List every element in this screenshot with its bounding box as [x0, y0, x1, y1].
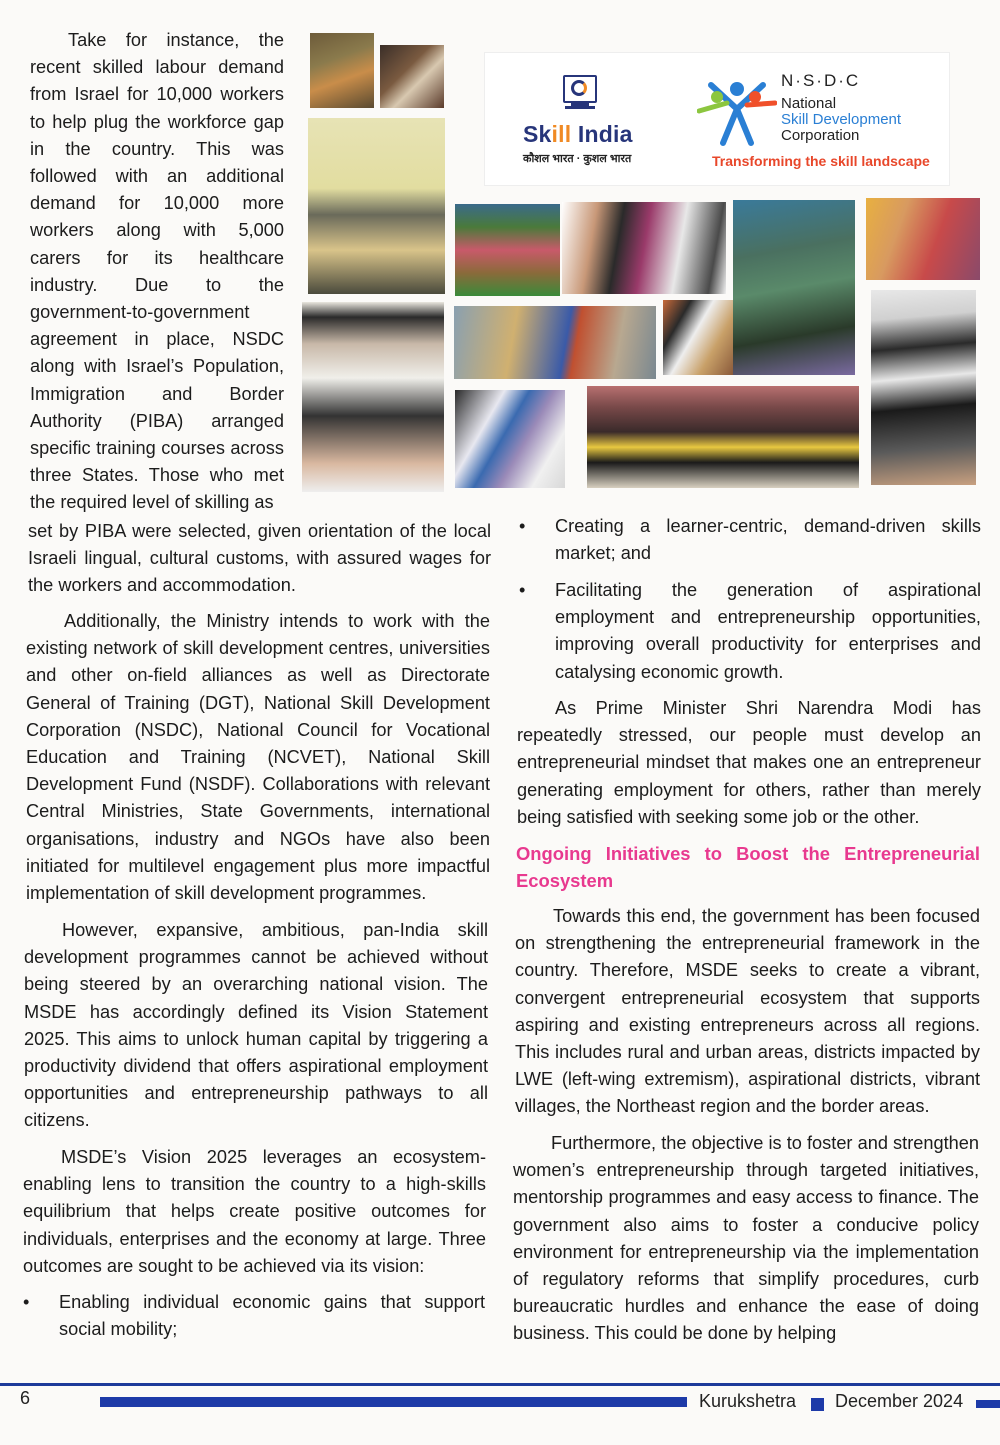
tailor-measuring-photo — [871, 290, 976, 485]
issue-date: December 2024 — [835, 1391, 964, 1411]
nsdc-tagline: Transforming the skill landscape — [712, 153, 930, 169]
magazine-name: Kurukshetra — [699, 1391, 797, 1411]
bullet-learner-centric — [519, 513, 981, 567]
monitor-base — [565, 106, 595, 109]
computer-lab-photo — [455, 390, 565, 488]
section-heading-entrepreneurial-ecosystem: Ongoing Initiatives to Boost the Entrepreneurial Ecosystem — [516, 843, 980, 891]
student-group-photo — [587, 386, 859, 488]
bullet-economic-gains — [23, 1289, 485, 1343]
bullet-dot: • — [519, 580, 526, 600]
bullet-aspirational-employment — [519, 577, 981, 686]
textile-machine-photo — [733, 200, 855, 375]
nsdc-name-line1: National — [781, 95, 837, 112]
paragraph-israel-demand: Take for instance, the recent skilled labour demand from Israel for 10,000 workers to help plug the workforce gap in the country. This was followed with an additional demand for 10,000 more workers along with 5,000 carers for its healthcare industry. Due to the government-to-government agreement in place, NSDC along with Israel’s Population, Immigration and Border Authority (PIBA) arranged specific training courses across three States. Those who met the required level of skilling as — [30, 30, 284, 513]
skill-india-title-pre: Sk — [523, 121, 552, 147]
tailoring-workshop-photo — [308, 118, 445, 294]
skill-india-subtitle: कौशल भारत · कुशल भारत — [523, 153, 632, 165]
artisan-woman-photo — [310, 33, 374, 108]
monitor-icon — [563, 75, 597, 103]
bullet-text: Creating a learner-centric, demand-driven skills market; and — [555, 516, 981, 564]
paragraph-israel-demand-continued: set by PIBA were selected, given orientation of the local Israeli lingual, cultural customs, with assured wages for the workers and accommodation. — [28, 521, 491, 596]
beautician-training-photo — [302, 302, 444, 492]
bullet-text: Facilitating the generation of aspirational employment and entrepreneurship opportunities, improving overall productivity for enterprises and catalysing economic growth. — [555, 580, 981, 682]
footer-separator — [811, 1398, 824, 1411]
partner-logos-panel — [484, 52, 950, 186]
handloom-weaver-photo — [455, 204, 560, 296]
nsdc-people-icon — [697, 67, 777, 147]
page-number: 6 — [20, 1388, 31, 1408]
paragraph-furthermore: Furthermore, the objective is to foster and strengthen women’s entrepreneurship through targeted initiatives, mentorship programmes and easy access to finance. The government also aims to foster a conducive policy environment for entrepreneurship via the implementation of regulatory reforms that simplify procedures, curb bureaucratic hurdles and enhance the ease of doing business. This could be done by helping — [513, 1133, 979, 1344]
nsdc-acronym: N·S·D·C — [781, 71, 861, 90]
paragraph-vision-2025: MSDE’s Vision 2025 leverages an ecosystem-enabling lens to transition the country to a high-skills equilibrium that helps create positive outcomes for individuals, enterprises and the economy at large. Three outcomes are sought to be achieved via its vision: — [23, 1147, 486, 1276]
call-centre-photo — [562, 202, 726, 294]
footer-end-bar — [976, 1400, 1000, 1408]
bullet-dot: • — [23, 1292, 30, 1312]
footer-bar — [100, 1397, 687, 1407]
skill-india-title-accent: ill — [551, 121, 572, 147]
skill-india-title — [523, 121, 633, 148]
presenter-photo — [663, 300, 733, 375]
skill-india-title-post: India — [571, 121, 633, 147]
paragraph-ministry-network: Additionally, the Ministry intends to work with the existing network of skill development centres, universities and other on-field alliances as well as Directorate General of Training (DGT), National Skill Development Corporation (NSDC), National Council for Vocational Education and Training (NCVET), National Skill Development Fund (NSDF). Collaborations with relevant Central Ministries, State Governments, international organisations, industry and NGOs have also been initiated for multilevel engagement plus more impactful implementation of skill development programmes. — [26, 611, 490, 904]
nsdc-name-line3: Corporation — [781, 127, 860, 144]
smiling-woman-photo — [866, 198, 980, 280]
sewing-class-photo — [454, 306, 656, 379]
bullet-dot: • — [519, 516, 526, 536]
nsdc-name-line2: Skill Development — [781, 111, 902, 128]
paragraph-towards-this-end: Towards this end, the government has been focused on strengthening the entrepreneurial framework in the country. Therefore, MSDE seeks to create a vibrant, convergent entrepreneurial ecosystem that supports aspiring and existing entrepreneurs across all regions. This includes rural and urban areas, districts impacted by LWE (left-wing extremism), aspirational districts, vibrant villages, the Northeast region and the border areas. — [515, 906, 980, 1117]
footer-rule — [0, 1383, 1000, 1386]
craft-hands-photo — [380, 45, 444, 108]
paragraph-prime-minister: As Prime Minister Shri Narendra Modi has repeatedly stressed, our people must develop an entrepreneurial mindset that makes one an entrepreneur generating employment for others, rather than merely being satisfied with seeking some job or the other. — [517, 698, 981, 827]
paragraph-vision-statement: However, expansive, ambitious, pan-India skill development programmes cannot be achieved without being steered by an overarching national vision. The MSDE has accordingly defined its Vision Statement 2025. This aims to unlock human capital by triggering a productivity dividend that offers aspirational employment opportunities and entrepreneurship pathways to all citizens. — [24, 920, 488, 1131]
bullet-text: Enabling individual economic gains that support social mobility; — [59, 1292, 485, 1340]
